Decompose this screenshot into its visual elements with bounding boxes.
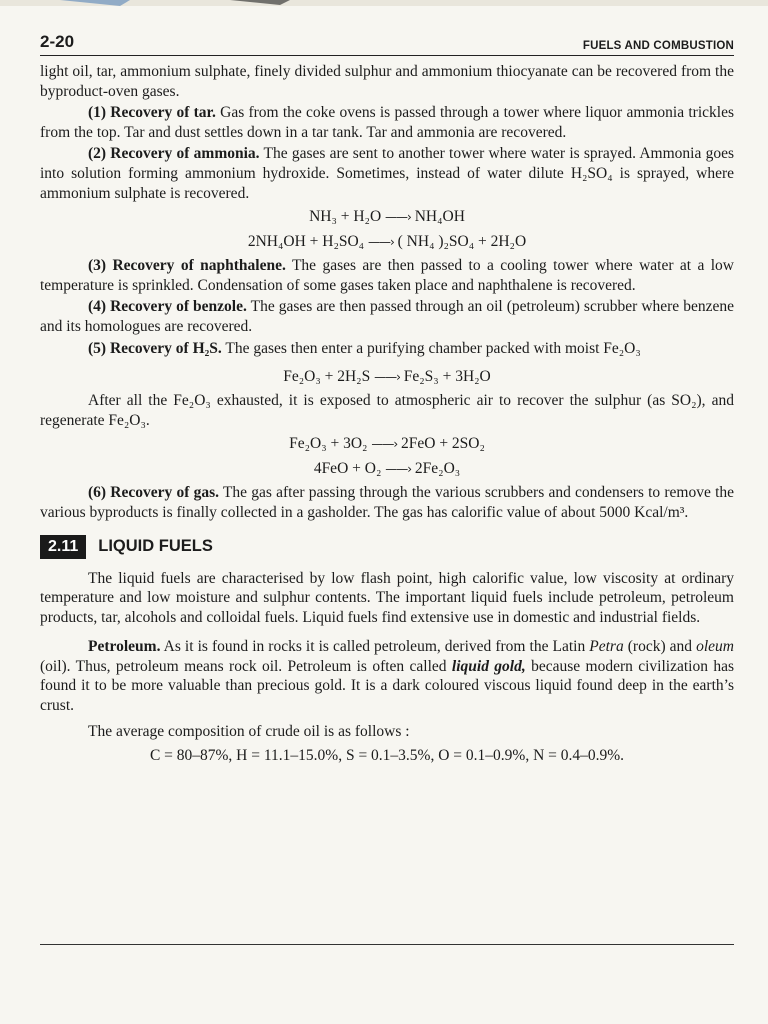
item-title: (5) Recovery of H₂S. [88,339,222,357]
eq-right: 2Fe₂O₃ [414,460,461,478]
paragraph-recovery-benzole [40,297,734,336]
page-number: 2-20 [40,32,75,51]
item-title: (1) Recovery of tar. [88,104,216,122]
arrow-icon: ——› [385,210,411,225]
paragraph-recovery-ammonia [40,144,734,203]
paragraph-recovery-tar [40,103,734,142]
item-text: The gas after passing through the various scrubbers and condensers to remove the various byproducts is finally collected in a gasholder. The gas has calorific value of about 5000 Kcal/m³. [40,484,735,521]
eq-left: Fe₂O₃ + 2H₂S [283,368,371,386]
paragraph-after-fe2o3: After all the Fe₂O₃ exhausted, it is exposed to atmospheric air to recover the sulphur (as SO₂), and regenerate Fe₂O₃. [40,392,734,429]
item-title: (2) Recovery of ammonia. [88,145,260,163]
petroleum-text: (oil). Thus, petroleum means rock oil. Petroleum is often called [40,657,452,675]
item-title: (4) Recovery of benzole. [88,298,247,316]
composition-intro: The average composition of crude oil is as follows : [88,722,410,740]
eq-right: ( NH₄ )₂SO₄ + 2H₂O [397,233,527,251]
item-text: The gases are then passed to a cooling tower where water at a low temperature is sprinkled. Condensation of some gases taken place and naphthalene is recovered. [40,257,734,294]
equation-4 [40,433,734,455]
paragraph-recovery-gas [40,483,734,522]
eq-right: 2FeO + 2SO₂ [401,435,485,453]
arrow-icon: ——› [385,462,412,477]
petroleum-text: (rock) and [623,638,697,656]
petroleum-title: Petroleum. [88,638,161,656]
item-text: The gases are sent to another tower where water is sprayed. Ammonia goes into solution forming ammonium hydroxide. Sometimes, instead of water dilute H₂SO₄ is sprayed, where ammonium sulphate is recovered. [40,145,734,202]
intro-paragraph: light oil, tar, ammonium sulphate, finely divided sulphur and ammonium thiocyanate can be recovered from the byproduct-oven gases. [40,63,734,100]
eq-left: 4FeO + O₂ [313,460,382,478]
eq-right: Fe₂S₃ + 3H₂O [403,368,491,386]
arrow-icon: ——› [374,370,400,385]
eq-left: 2NH₄OH + H₂SO₄ [247,233,365,251]
paragraph-petroleum [40,637,734,715]
item-text: Gas from the coke ovens is passed through a tower where liquor ammonia trickles from the top. Tar and dust settles down in a tar tank. Tar and ammonia are recovered. [40,104,734,141]
running-head: FUELS AND COMBUSTION [582,40,734,52]
item-title: (3) Recovery of naphthalene. [88,257,286,275]
footer-rule [40,944,734,945]
composition-values: C = 80–87%, H = 11.1–15.0%, S = 0.1–3.5%, O = 0.1–0.9%, N = 0.4–0.9%. [149,747,625,765]
petroleum-text: As it is found in rocks it is called petroleum, derived from the Latin [160,638,590,656]
eq-left: Fe₂O₃ + 3O₂ [289,435,368,453]
petroleum-text: because modern civilization has found it to be more valuable than precious gold. It is a dark coloured viscous liquid found deep in the earth’s crust. [40,657,734,715]
paragraph-liquid-fuels: The liquid fuels are characterised by low flash point, high calorific value, low viscosity at ordinary temperature and low moisture and sulphur contents. The important liquid fuels include petroleum, petroleum products, tar, alcohols and colloidal fuels. Liquid fuels find extensive use in domestic and industrial fields. [40,569,734,626]
arrow-icon: ——› [367,235,394,250]
item-title: (6) Recovery of gas. [88,484,219,502]
section-title: LIQUID FUELS [98,537,213,555]
paragraph-recovery-h2s [40,339,734,359]
book-page [40,32,734,765]
page-top-edge [0,0,768,14]
item-text: The gases are then passed through an oil (petroleum) scrubber where benzene and its homologues are recovered. [40,298,734,335]
term-petra: Petra [589,638,624,656]
page-header [40,32,734,56]
section-heading [40,535,734,559]
equation-5 [40,458,734,480]
paragraph-recovery-naphthalene [40,256,734,295]
eq-left: NH₃ + H₂O [309,208,382,226]
equation-3 [40,366,734,388]
arrow-icon: ——› [371,437,398,452]
equation-2 [40,231,734,253]
equation-1 [40,206,734,228]
section-number: 2.11 [40,535,86,559]
term-oleum: oleum [696,638,734,656]
eq-right: NH₄OH [414,208,465,226]
item-text: The gases then enter a purifying chamber packed with moist Fe₂O₃ [221,339,641,357]
term-liquid-gold: liquid gold, [451,657,526,675]
